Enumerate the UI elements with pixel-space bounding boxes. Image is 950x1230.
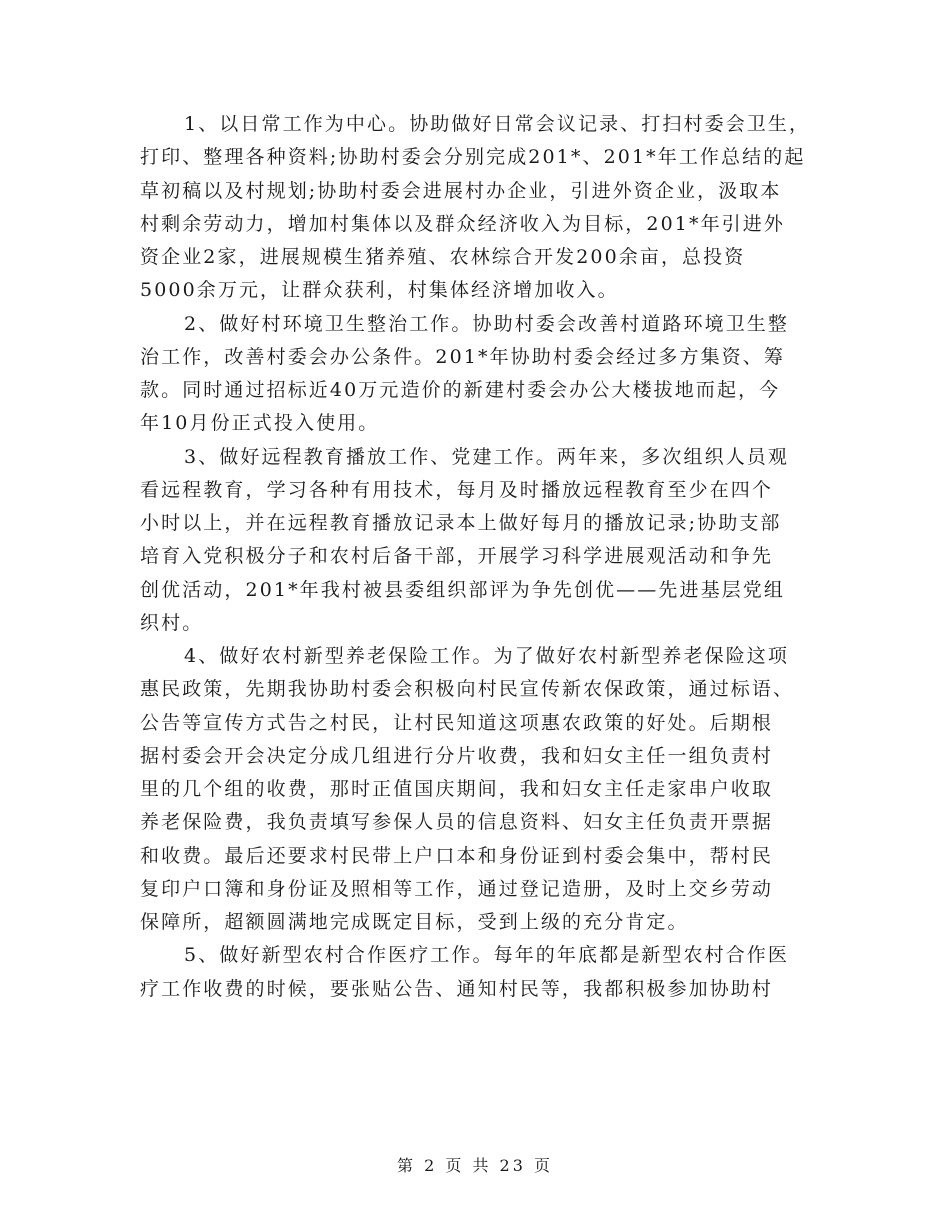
text-line: 款。同时通过招标近40万元造价的新建村委会办公大楼拔地而起，今: [140, 379, 781, 401]
text-line: 看远程教育，学习各种有用技术，每月及时播放远程教育至少在四个: [140, 478, 774, 501]
text-line: 5、做好新型农村合作医疗工作。每年的年底都是新型农村合作医: [184, 944, 789, 967]
text-line: 小时以上，并在远程教育播放记录本上做好每月的播放记录;协助支部: [140, 512, 782, 534]
text-line: 1、以日常工作为中心。协助做好日常会议记录、打扫村委会卫生，: [184, 113, 811, 135]
text-line: 培育入党积极分子和农村后备干部，开展学习科学进展观活动和争先: [140, 545, 774, 568]
text-line: 3、做好远程教育播放工作、党建工作。两年来，多次组织人员观: [184, 445, 789, 468]
text-line: 惠民政策，先期我协助村委会积极向村民宣传新农保政策，通过标语、: [140, 678, 795, 701]
text-line: 公告等宣传方式告之村民，让村民知道这项惠农政策的好处。后期根: [140, 711, 774, 734]
text-line: 织村。: [140, 611, 204, 634]
text-line: 村剩余劳动力，增加村集体以及群众经济收入为目标，201*年引进外: [140, 212, 785, 235]
paragraph-1: [140, 108, 811, 308]
page-number: 第 2 页 共 23 页: [397, 1156, 553, 1175]
paragraph-3: [140, 441, 805, 641]
text-line: 2、做好村环境卫生整治工作。协助村委会改善村道路环境卫生整: [184, 312, 789, 335]
text-line: 疗工作收费的时候，要张贴公告、通知村民等，我都积极参加协助村: [140, 977, 774, 1000]
text-line: 4、做好农村新型养老保险工作。为了做好农村新型养老保险这项: [184, 645, 789, 667]
text-line: 年10月份正式投入使用。: [140, 412, 380, 435]
text-line: 治工作，改善村委会办公条件。201*年协助村委会经过多方集资、筹: [140, 345, 785, 368]
text-line: 保障所，超额圆满地完成既定目标，受到上级的充分肯定。: [140, 911, 689, 933]
text-line: 打印、整理各种资料;协助村委会分别完成201*、201*年工作总结的起: [140, 146, 806, 169]
paragraph-4: [140, 640, 805, 939]
text-line: 创优活动，201*年我村被县委组织部评为争先创优——先进基层党组: [140, 578, 785, 601]
text-line: 和收费。最后还要求村民带上户口本和身份证到村委会集中，帮村民: [140, 844, 774, 867]
paragraph-5: [140, 939, 805, 1006]
text-line: 据村委会开会决定分成几组进行分片收费，我和妇女主任一组负责村: [140, 744, 774, 767]
text-line: 5000余万元，让群众获利，村集体经济增加收入。: [140, 279, 619, 302]
text-line: 里的几个组的收费，那时正值国庆期间，我和妇女主任走家串户收取: [140, 778, 774, 800]
document-body: [140, 108, 811, 1006]
paragraph-2: [140, 308, 805, 441]
text-line: 资企业2家，进展规模生猪养殖、农林综合开发200余亩，总投资: [140, 246, 746, 268]
text-line: 养老保险费，我负责填写参保人员的信息资料、妇女主任负责开票据: [140, 811, 774, 834]
text-line: 复印户口簿和身份证及照相等工作，通过登记造册，及时上交乡劳动: [140, 877, 774, 900]
text-line: 草初稿以及村规划;协助村委会进展村办企业，引进外资企业，汲取本: [140, 179, 782, 202]
